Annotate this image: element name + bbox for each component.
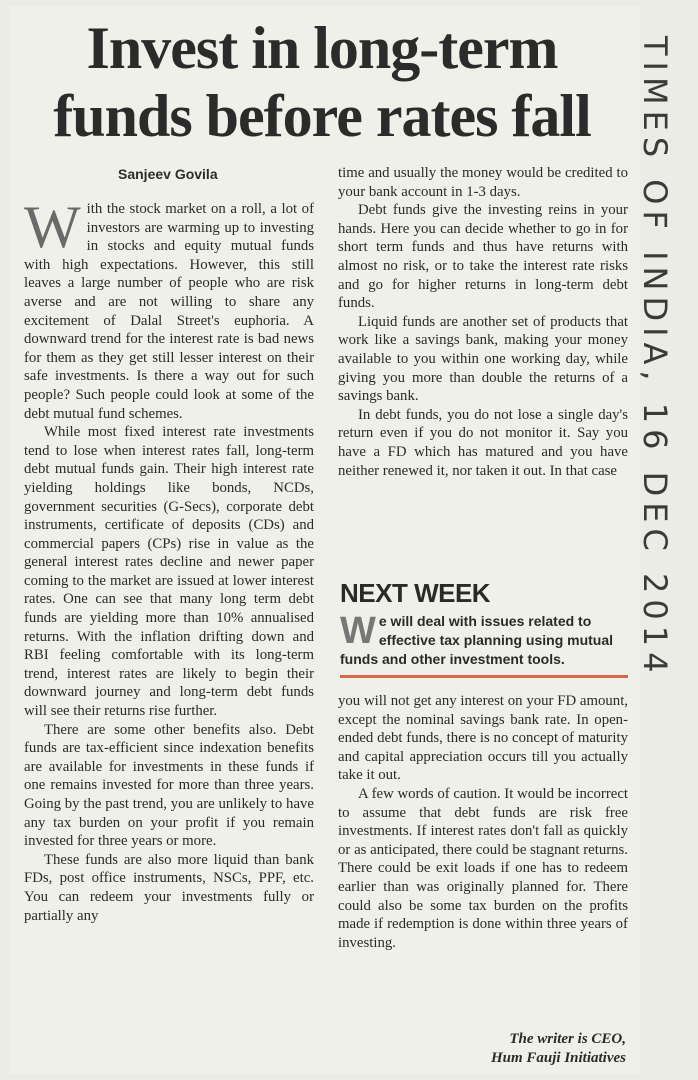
headline <box>12 14 632 150</box>
next-week-text: e will deal with issues related to effective tax planning using mutual funds and other investment tools. <box>340 613 614 667</box>
paragraph: In debt funds, you do not lose a single day's return even if you do not monitor it. Say you have a FD which has matured and you have neither renewed it, nor taken it out. In that case <box>338 406 628 479</box>
paragraph: Liquid funds are another set of products that work like a savings bank, making your money available to you within one working day, while giving you more than double the returns of a savings bank. <box>338 313 628 405</box>
column-2-top <box>338 164 628 480</box>
column-1 <box>24 194 314 925</box>
byline: Sanjeev Govila <box>118 166 218 182</box>
headline-line-1: Invest in long-term <box>86 15 558 81</box>
next-week-box <box>340 612 625 669</box>
paragraph: Debt funds give the investing reins in your hands. Here you can decide whether to go in for short term funds and thus have returns with almost no risk, or to take the interest rate risks and go for higher returns in long-term debt funds. <box>338 202 628 312</box>
column-2-bottom <box>338 692 628 952</box>
drop-cap: W <box>24 194 81 260</box>
paragraph: A few words of caution. It would be incorrect to assume that debt funds are risk free investments. If interest rates don't fall as quickly or as anticipated, there could be stagnant returns. There could be exit loads if one has to redeem earlier than was originally planned for. There could also be some tax burden on the profits made if redemption is done within three years of investing. <box>338 785 628 951</box>
paragraph: you will not get any interest on your FD amount, except the nominal savings bank rate. In open-ended debt funds, there is no concept of maturity and capital appreciation occurs till you actually take it out. <box>338 693 628 784</box>
author-credit <box>366 1030 626 1068</box>
next-week-drop-cap: W <box>340 610 376 652</box>
paragraph: time and usually the money would be credited to your bank account in 1-3 days. <box>338 165 628 200</box>
credit-line-1: The writer is CEO, <box>509 1031 626 1047</box>
paragraph: There are some other benefits also. Debt funds are tax-efficient since indexation benefits are available for investments in these funds if one remains invested for more than three years. Going by the past trend, you are unlikely to have any tax burden on your profit if you remain invested for three years or more. <box>24 721 314 850</box>
paragraph: With the stock market on a roll, a lot of investors are warming up to investing in stocks and equity mutual funds with high expectations. However, this still leaves a large number of people who are risk averse and are not willing to share any excitement of Dalal Street's euphoria. A downward trend for the interest rate is bad news for them as they get still lesser interest on their safe investments. Is there a way out for such people? Such people could look at some of the debt mutual fund schemes. <box>24 194 314 422</box>
headline-line-2: funds before rates fall <box>53 83 591 149</box>
next-week-title: NEXT WEEK <box>340 578 491 608</box>
handwritten-source-note <box>636 36 684 679</box>
paragraph: These funds are also more liquid than bank FDs, post office instruments, NSCs, PPF, etc. You can redeem your investments fully or partially any <box>24 851 314 924</box>
paragraph: While most fixed interest rate investments tend to lose when interest rates fall, long-term debt mutual funds gain. Their high interest rate yielding holdings like bonds, NCDs, government securities (G-Secs), corporate debt instruments, certificate of deposits (CDs) and commercial papers (CPs) rise in value as the general interest rates decline and newer paper coming to the market are issued at lower interest rates. One can see that many long term debt funds are yielding more than 10% annualised returns. With the inflation drifting down and RBI feeling comfortable with its long-term trend, interest rates are likely to begin their downward journey and long-term debt funds will see their returns rise further. <box>24 424 314 720</box>
next-week-rule <box>340 675 628 678</box>
credit-line-2: Hum Fauji Initiatives <box>490 1050 626 1066</box>
handwritten-note-text: TIMES OF INDIA, 16 DEC 2014 <box>636 36 674 679</box>
